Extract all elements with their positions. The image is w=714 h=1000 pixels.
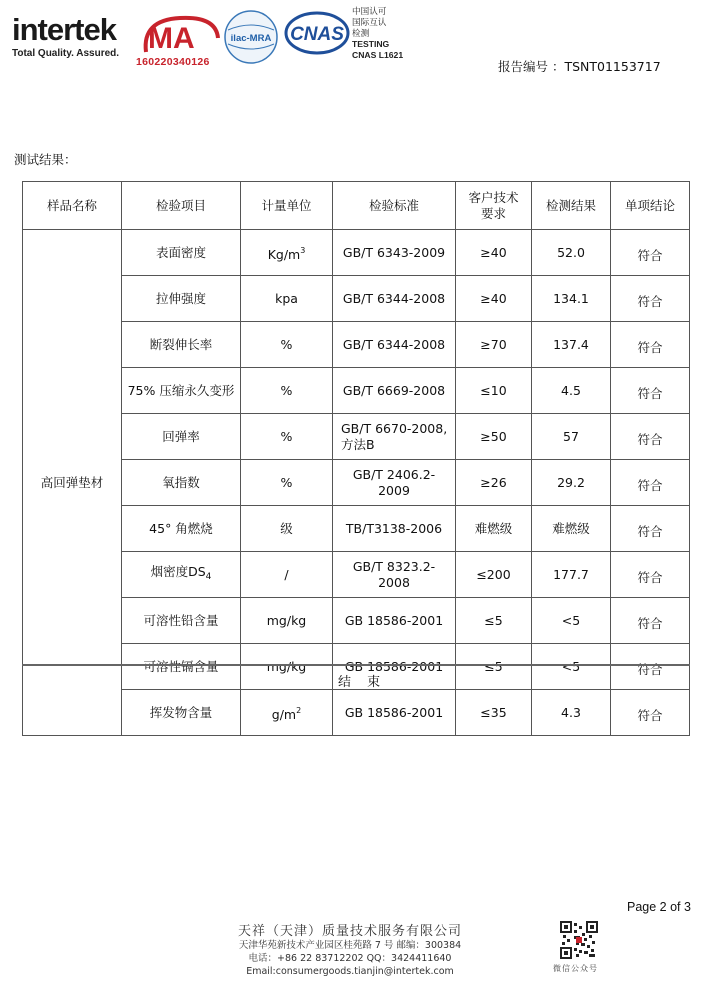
conclusion-cell-text: 符合: [637, 477, 663, 493]
standard-cell-text: GB 18586-2001: [344, 658, 444, 674]
result-cell: [532, 322, 611, 368]
standard-cell: [333, 552, 456, 598]
table-header-row: [23, 182, 690, 230]
cnas-line: 中国认可: [352, 6, 387, 16]
requirement-cell: [456, 230, 532, 276]
conclusion-cell-text: 符合: [637, 661, 663, 677]
standard-cell-text: GB/T 8323.2-2008: [352, 558, 436, 590]
test-item-cell-text: 断裂伸长率: [149, 336, 213, 352]
result-cell-text: 177.7: [553, 566, 589, 582]
cnas-accreditation-text: [352, 6, 403, 61]
cnas-line: TESTING: [352, 39, 390, 49]
result-cell-text: <5: [561, 658, 581, 674]
requirement-cell: [456, 460, 532, 506]
result-cell-text: 29.2: [557, 474, 585, 490]
unit-cell: [241, 322, 333, 368]
unit-cell-text: 级: [280, 520, 293, 536]
unit-cell-text: %: [280, 428, 293, 444]
footer: [200, 920, 500, 978]
requirement-cell-text: ≥70: [480, 336, 507, 352]
result-cell: [532, 276, 611, 322]
footer-address: 天津华苑新技术产业园区桂苑路 7 号 邮编：300384: [238, 940, 462, 951]
unit-cell-text: %: [280, 336, 293, 352]
conclusion-cell: [611, 414, 690, 460]
table-row: [23, 598, 690, 644]
requirement-cell-text: ≤200: [476, 566, 511, 582]
standard-cell: [333, 598, 456, 644]
requirement-cell-text: ≤5: [484, 658, 503, 674]
result-cell: [532, 598, 611, 644]
unit-cell-text: mg/kg: [266, 612, 307, 628]
page-indicator: Page 2 of 3: [627, 900, 691, 914]
test-item-cell-text: 回弹率: [162, 428, 200, 444]
result-cell-text: <5: [561, 612, 581, 628]
result-cell: [532, 506, 611, 552]
unit-superscript: 3: [300, 245, 306, 255]
cnas-line: CNAS L1621: [352, 50, 404, 60]
footer-company: 天祥（天津）质量技术服务有限公司: [237, 924, 462, 939]
requirement-cell-text: 难燃级: [474, 520, 513, 536]
requirement-cell-text: ≥50: [480, 428, 507, 444]
test-item-cell: [122, 506, 241, 552]
column-header: 样品名称: [23, 182, 122, 230]
standard-cell-text: GB 18586-2001: [344, 612, 444, 628]
requirement-cell: [456, 598, 532, 644]
conclusion-cell-text: 符合: [637, 707, 663, 723]
test-item-cell: [122, 368, 241, 414]
requirement-cell-text: ≤10: [480, 382, 507, 398]
requirement-cell: [456, 506, 532, 552]
column-header: 检测结果: [532, 182, 611, 230]
result-cell: [532, 414, 611, 460]
ma-label: MA: [148, 22, 195, 55]
test-item-cell-text: 可溶性铅含量: [143, 612, 219, 628]
requirement-cell-text: ≤5: [484, 612, 503, 628]
report-number: 报告编号 ：TSNT01153717: [498, 59, 661, 74]
test-item-cell: [122, 322, 241, 368]
test-item-cell-text: 拉伸强度: [155, 290, 206, 306]
table-row: [23, 506, 690, 552]
unit-cell-text: mg/kg: [266, 658, 307, 674]
standard-cell: [333, 322, 456, 368]
conclusion-cell: [611, 598, 690, 644]
standard-cell: [333, 414, 456, 460]
table-row: [23, 368, 690, 414]
standard-cell: [333, 690, 456, 736]
conclusion-cell-text: 符合: [637, 293, 663, 309]
requirement-cell: [456, 414, 532, 460]
test-item-cell-text: 45° 角燃烧: [149, 520, 213, 536]
unit-cell: [241, 506, 333, 552]
requirement-cell-text: ≥26: [480, 474, 507, 490]
standard-cell: [333, 460, 456, 506]
test-item-cell-text: 氧指数: [162, 474, 200, 490]
test-item-cell: [122, 644, 241, 690]
conclusion-cell: [611, 368, 690, 414]
standard-cell-text: GB 18586-2001: [344, 704, 444, 720]
unit-cell-text: %: [280, 382, 293, 398]
result-cell: [532, 368, 611, 414]
result-cell-text: 57: [563, 428, 579, 444]
standard-cell: [333, 368, 456, 414]
unit-cell: [241, 644, 333, 690]
standard-cell: [333, 276, 456, 322]
cnas-line: 检测: [352, 28, 370, 38]
standard-cell: [333, 506, 456, 552]
result-cell-text: 4.5: [561, 382, 581, 398]
test-item-cell: [122, 276, 241, 322]
conclusion-cell-text: 符合: [637, 523, 663, 539]
test-item-cell: [122, 552, 241, 598]
test-item-cell-text: 75% 压缩永久变形: [127, 382, 235, 398]
column-header: 单项结论: [611, 182, 690, 230]
requirement-cell: [456, 690, 532, 736]
conclusion-cell: [611, 460, 690, 506]
conclusion-cell: [611, 276, 690, 322]
column-header: 客户技术 要求: [456, 182, 532, 230]
standard-cell-text: GB/T 6344-2008: [342, 290, 446, 306]
qr-label: 微信公众号: [553, 964, 598, 973]
test-item-cell: [122, 690, 241, 736]
unit-cell-text: %: [280, 474, 293, 490]
result-cell: [532, 552, 611, 598]
unit-cell: [241, 598, 333, 644]
conclusion-cell-text: 符合: [637, 431, 663, 447]
standard-cell-text: TB/T3138-2006: [345, 520, 443, 536]
intertek-logo: [12, 14, 119, 59]
result-cell-text: 137.4: [553, 336, 589, 352]
unit-superscript: 2: [296, 705, 302, 715]
unit-cell-text: /: [284, 566, 289, 582]
ilac-label: ilac-MRA: [230, 33, 272, 44]
unit-cell: [241, 230, 333, 276]
conclusion-cell: [611, 230, 690, 276]
sample-name-cell: 高回弹垫材: [23, 230, 122, 736]
standard-cell: [333, 230, 456, 276]
standard-cell-text: GB/T 6669-2008: [342, 382, 446, 398]
results-table: [22, 181, 690, 736]
table-row: [23, 322, 690, 368]
conclusion-cell: [611, 552, 690, 598]
column-header: 检验项目: [122, 182, 241, 230]
result-cell: [532, 460, 611, 506]
cnas-logo: [284, 10, 350, 56]
table-row: [23, 552, 690, 598]
unit-cell-text: Kg/m: [267, 246, 301, 262]
test-item-cell: [122, 414, 241, 460]
requirement-cell: [456, 276, 532, 322]
conclusion-cell-text: 符合: [637, 615, 663, 631]
requirement-cell: [456, 552, 532, 598]
table-row: [23, 414, 690, 460]
standard-cell-text: GB/T 2406.2-2009: [352, 466, 436, 498]
unit-cell-text: g/m: [271, 706, 297, 722]
unit-cell: [241, 276, 333, 322]
result-cell-text: 52.0: [557, 244, 585, 260]
table-row: [23, 690, 690, 736]
ma-number: 160220340126: [136, 56, 210, 68]
requirement-cell: [456, 322, 532, 368]
wechat-qr-code: [560, 921, 598, 959]
table-row: [23, 460, 690, 506]
test-item-cell: [122, 230, 241, 276]
table-row: [23, 230, 690, 276]
brand-name: intertek: [12, 12, 116, 47]
conclusion-cell-text: 符合: [637, 385, 663, 401]
standard-cell-text: GB/T 6670-2008, 方法B: [341, 420, 448, 452]
standard-cell-text: GB/T 6343-2009: [342, 244, 446, 260]
footer-phone: 电话：+86 22 83712202 QQ：3424411640: [248, 953, 452, 964]
column-header: 检验标准: [333, 182, 456, 230]
unit-cell-text: kpa: [275, 290, 298, 306]
result-cell: [532, 690, 611, 736]
requirement-cell: [456, 644, 532, 690]
unit-cell: [241, 460, 333, 506]
column-header: 计量单位: [241, 182, 333, 230]
requirement-cell-text: ≤35: [480, 704, 507, 720]
ilac-mra-logo: [222, 8, 280, 66]
conclusion-cell: [611, 690, 690, 736]
test-item-cell: [122, 598, 241, 644]
test-item-cell: [122, 460, 241, 506]
test-item-cell-text: 表面密度: [155, 244, 206, 260]
cnas-label: CNAS: [290, 24, 344, 45]
result-cell-text: 4.3: [561, 704, 581, 720]
unit-cell: [241, 414, 333, 460]
unit-cell: [241, 690, 333, 736]
end-marker: 结 束: [338, 675, 387, 690]
standard-cell-text: GB/T 6344-2008: [342, 336, 446, 352]
result-cell: [532, 644, 611, 690]
table-row: [23, 276, 690, 322]
test-item-cell-text: 可溶性镉含量: [143, 658, 219, 674]
test-item-cell-text: 挥发物含量: [149, 704, 213, 720]
conclusion-cell-text: 符合: [637, 339, 663, 355]
unit-cell: [241, 368, 333, 414]
conclusion-cell: [611, 644, 690, 690]
section-label: 测试结果：: [14, 152, 77, 167]
conclusion-cell-text: 符合: [637, 247, 663, 263]
result-cell: [532, 230, 611, 276]
requirement-cell-text: ≥40: [480, 290, 507, 306]
test-item-cell-text: 烟密度DS: [150, 564, 206, 579]
table-bottom-rule: [22, 664, 690, 666]
requirement-cell-text: ≥40: [480, 244, 507, 260]
conclusion-cell: [611, 506, 690, 552]
brand-tagline: Total Quality. Assured.: [12, 48, 120, 59]
conclusion-cell-text: 符合: [637, 569, 663, 585]
footer-email: Email:consumergoods.tianjin@intertek.com: [246, 966, 454, 977]
item-subscript: 4: [205, 572, 212, 582]
result-cell-text: 难燃级: [552, 520, 590, 536]
unit-cell: [241, 552, 333, 598]
cnas-line: 国际互认: [352, 17, 387, 27]
result-cell-text: 134.1: [553, 290, 589, 306]
requirement-cell: [456, 368, 532, 414]
conclusion-cell: [611, 322, 690, 368]
